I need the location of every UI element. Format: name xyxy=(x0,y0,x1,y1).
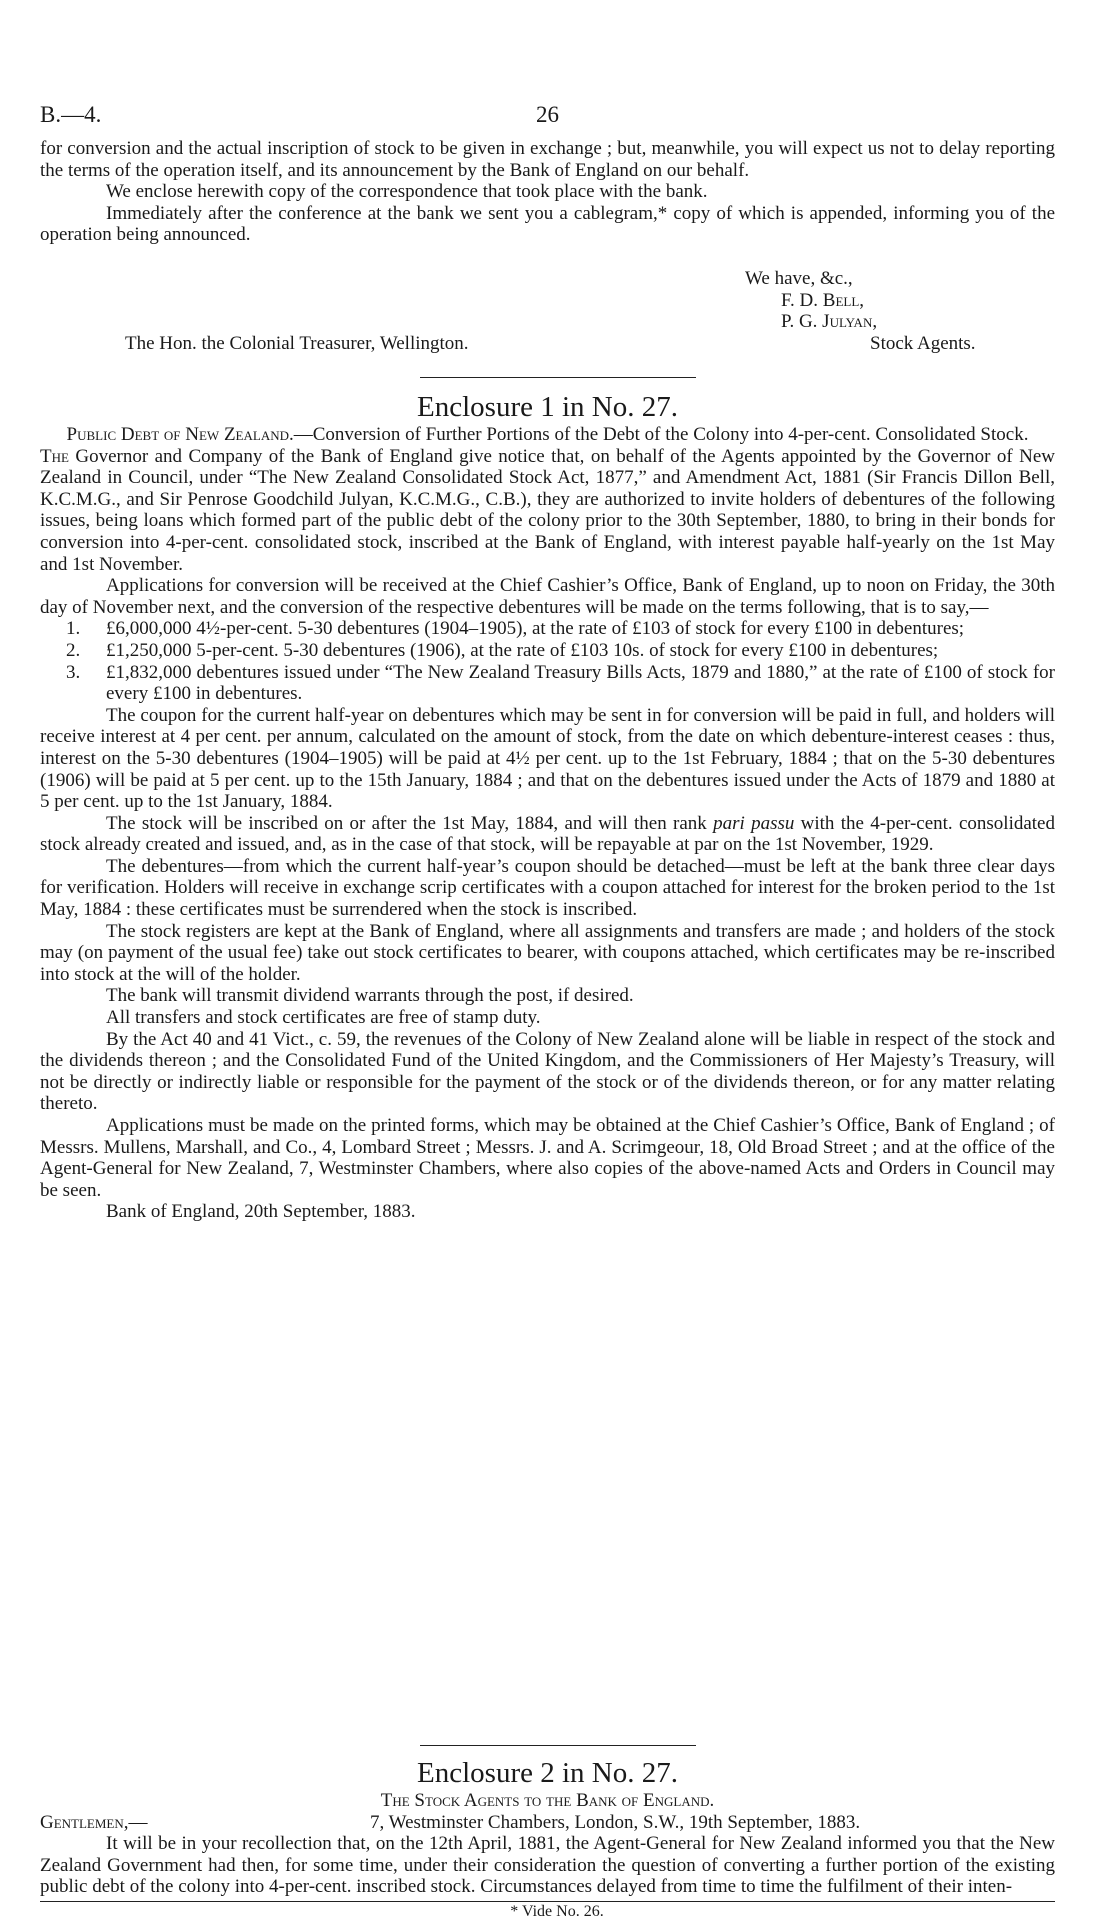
report-reference: B.—4. xyxy=(40,102,102,127)
salutation: Gentlemen,— xyxy=(40,1811,148,1833)
footnote: * Vide No. 26. xyxy=(510,1903,604,1920)
lead-word: The xyxy=(40,445,69,467)
enclosure-1-paragraph-1 xyxy=(40,446,1055,576)
enclosure-1-paragraph-7: The bank will transmit dividend warrants through the post, if desired. xyxy=(106,985,634,1007)
intro-paragraph-2: We enclose herewith copy of the correspondence that took place with the bank. xyxy=(106,181,708,203)
enclosure-2-subtitle: The Stock Agents to the Bank of England. xyxy=(380,1790,715,1811)
enclosure-2-paragraph-1: It will be in your recollection that, on the 12th April, 1881, the Agent-General for New Zealand informed you that the New Zealand Government had then, for some time, under their consideration the question of converting a further portion of the existing public debt of the colony into 4-per-cent. inscribed stock. Circumstances delayed from time to time the fulfilment of their inten- xyxy=(40,1833,1055,1898)
enclosure-1 xyxy=(40,390,1055,1223)
letter-address: 7, Westminster Chambers, London, S.W., 19th September, 1883. xyxy=(370,1811,861,1833)
enclosure-1-paragraph-10: Applications must be made on the printed forms, which may be obtained at the Chief Cashier’s Office, Bank of England ; of Messrs. Mullens, Marshall, and Co., 4, Lombard Street ; Messrs. J. and A. Scrimgeour, 18, Old Broad Street ; and at the office of the Agent-General for New Zealand, 7, Westminster Chambers, where also copies of the above-named Acts and Orders in Council may be seen. xyxy=(40,1115,1055,1201)
list-number: 2. xyxy=(66,639,81,661)
enclosure-1-title: Enclosure 1 in No. 27. xyxy=(417,391,678,423)
section-divider-1 xyxy=(420,377,696,378)
enclosure-1-paragraph-2: Applications for conversion will be received at the Chief Cashier’s Office, Bank of England, up to noon on Friday, the 30th day of November next, and the conversion of the respective debentures will be made on the terms following, that is to say,— xyxy=(40,575,1055,618)
heading-small-caps: Public Debt of New Zealand. xyxy=(66,424,294,445)
list-item xyxy=(40,640,1055,662)
enclosure-1-paragraph-9: By the Act 40 and 41 Vict., c. 59, the revenues of the Colony of New Zealand alone will be liable in respect of the stock and the dividends thereon ; and the Consolidated Fund of the United Kingdom, and the Commissioners of Her Majesty’s Treasury, will not be directly or indirectly liable or responsible for the payment of the stock or of the dividends thereon, or for any matter relating thereto. xyxy=(40,1028,1055,1115)
enclosure-1-paragraph-5: The debentures—from which the current half-year’s coupon should be detached—must be left at the bank three clear days for verification. Holders will receive in exchange scrip certificates with a coupon attached for interest for the broken period to the 1st May, 1884 : these certificates must be surrendered when the stock is inscribed. xyxy=(40,855,1055,921)
signer-title: Stock Agents. xyxy=(870,333,976,354)
list-text: £6,000,000 4½-per-cent. 5-30 debentures (1904–1905), at the rate of £103 of stock for every £100 in debentures; xyxy=(106,618,965,640)
paragraph-text: with the 4-per-cent. consolidated stock already created and issued, and, as in the case of that stock, will be repayable at par on the 1st November, 1929. xyxy=(40,812,1055,856)
enclosure-1-paragraph-8: All transfers and stock certificates are free of stamp duty. xyxy=(106,1007,541,1029)
enclosure-1-paragraph-3: The coupon for the current half-year on debentures which may be sent in for conversion will be paid in full, and holders will receive interest at 4 per cent. per annum, calculated on the amount of stock, from the date on which debenture-interest ceases : thus, interest on the 5-30 debentures (1904–1905) will be paid at 4½ per cent. up to the 1st February, 1884 ; that on the 5-30 debentures (1906) will be paid at 5 per cent. up to the 15th January, 1884 ; and that on the debentures issued under the Acts of 1879 and 1880 at 5 per cent. up to the 1st January, 1884. xyxy=(40,704,1055,813)
enclosure-2 xyxy=(40,1756,1055,1898)
paragraph-text: Governor and Company of the Bank of England give notice that, on behalf of the Agents appointed by the Governor of New Zealand in Council, under “The New Zealand Consolidated Stock Act, 1877,” and Amendment Act, 1881 (Sir Francis Dillon Bell, K.C.M.G., and Sir Penrose Goodchild Julyan, K.C.M.G., C.B.), they are authorized to invite holders of debentures of the following issues, being loans which formed part of the public debt of the colony prior to the 30th September, 1880, to bring in their bonds for conversion into 4-per-cent. consolidated stock, inscribed at the Bank of England, with interest payable half-yearly on the 1st May and 1st November. xyxy=(40,445,1055,575)
page-header xyxy=(40,102,1055,132)
salutation-row xyxy=(40,1812,1055,1834)
page-number: 26 xyxy=(536,102,559,127)
intro-paragraph-1: for conversion and the actual inscription of stock to be given in exchange ; but, meanwhile, you will expect us not to delay reporting the terms of the operation itself, and its announcement by the Bank of England on our behalf. xyxy=(40,138,1055,181)
signer-bell: F. D. Bell, xyxy=(781,290,865,311)
signer-julyan: P. G. Julyan, xyxy=(781,311,878,332)
list-number: 1. xyxy=(66,618,81,640)
enclosure-1-date: Bank of England, 20th September, 1883. xyxy=(106,1201,416,1223)
intro-section xyxy=(40,138,1055,246)
list-text: £1,250,000 5-per-cent. 5-30 debentures (1906), at the rate of £103 10s. of stock for every £100 in debentures; xyxy=(106,639,939,661)
list-item xyxy=(40,618,1055,640)
italic-phrase: pari passu xyxy=(713,812,795,834)
list-text: £1,832,000 debentures issued under “The New Zealand Treasury Bills Acts, 1879 and 1880,” at the rate of £100 of stock for every £100 in debentures. xyxy=(106,661,1055,705)
enclosure-1-heading xyxy=(40,424,1055,446)
list-item xyxy=(40,662,1055,705)
closing-line: We have, &c., xyxy=(745,268,853,289)
addressee: The Hon. the Colonial Treasurer, Wellington. xyxy=(125,333,469,354)
heading-rest: —Conversion of Further Portions of the Debt of the Colony into 4-per-cent. Consolidated Stock. xyxy=(293,424,1029,445)
enclosure-1-paragraph-4 xyxy=(40,813,1055,856)
list-number: 3. xyxy=(66,661,81,683)
enclosure-2-title: Enclosure 2 in No. 27. xyxy=(417,1757,678,1789)
section-divider-2 xyxy=(420,1745,696,1746)
footnote-rule xyxy=(40,1901,1055,1902)
enclosure-1-paragraph-6: The stock registers are kept at the Bank of England, where all assignments and transfers are made ; and holders of the stock may (on payment of the usual fee) take out stock certificates to bearer, with coupons attached, which certificates may be re-inscribed into stock at the will of the holder. xyxy=(40,920,1055,985)
paragraph-text: The stock will be inscribed on or after the 1st May, 1884, and will then rank xyxy=(106,812,714,834)
intro-paragraph-3: Immediately after the conference at the bank we sent you a cablegram,* copy of which is appended, informing you of the operation being announced. xyxy=(40,202,1055,246)
